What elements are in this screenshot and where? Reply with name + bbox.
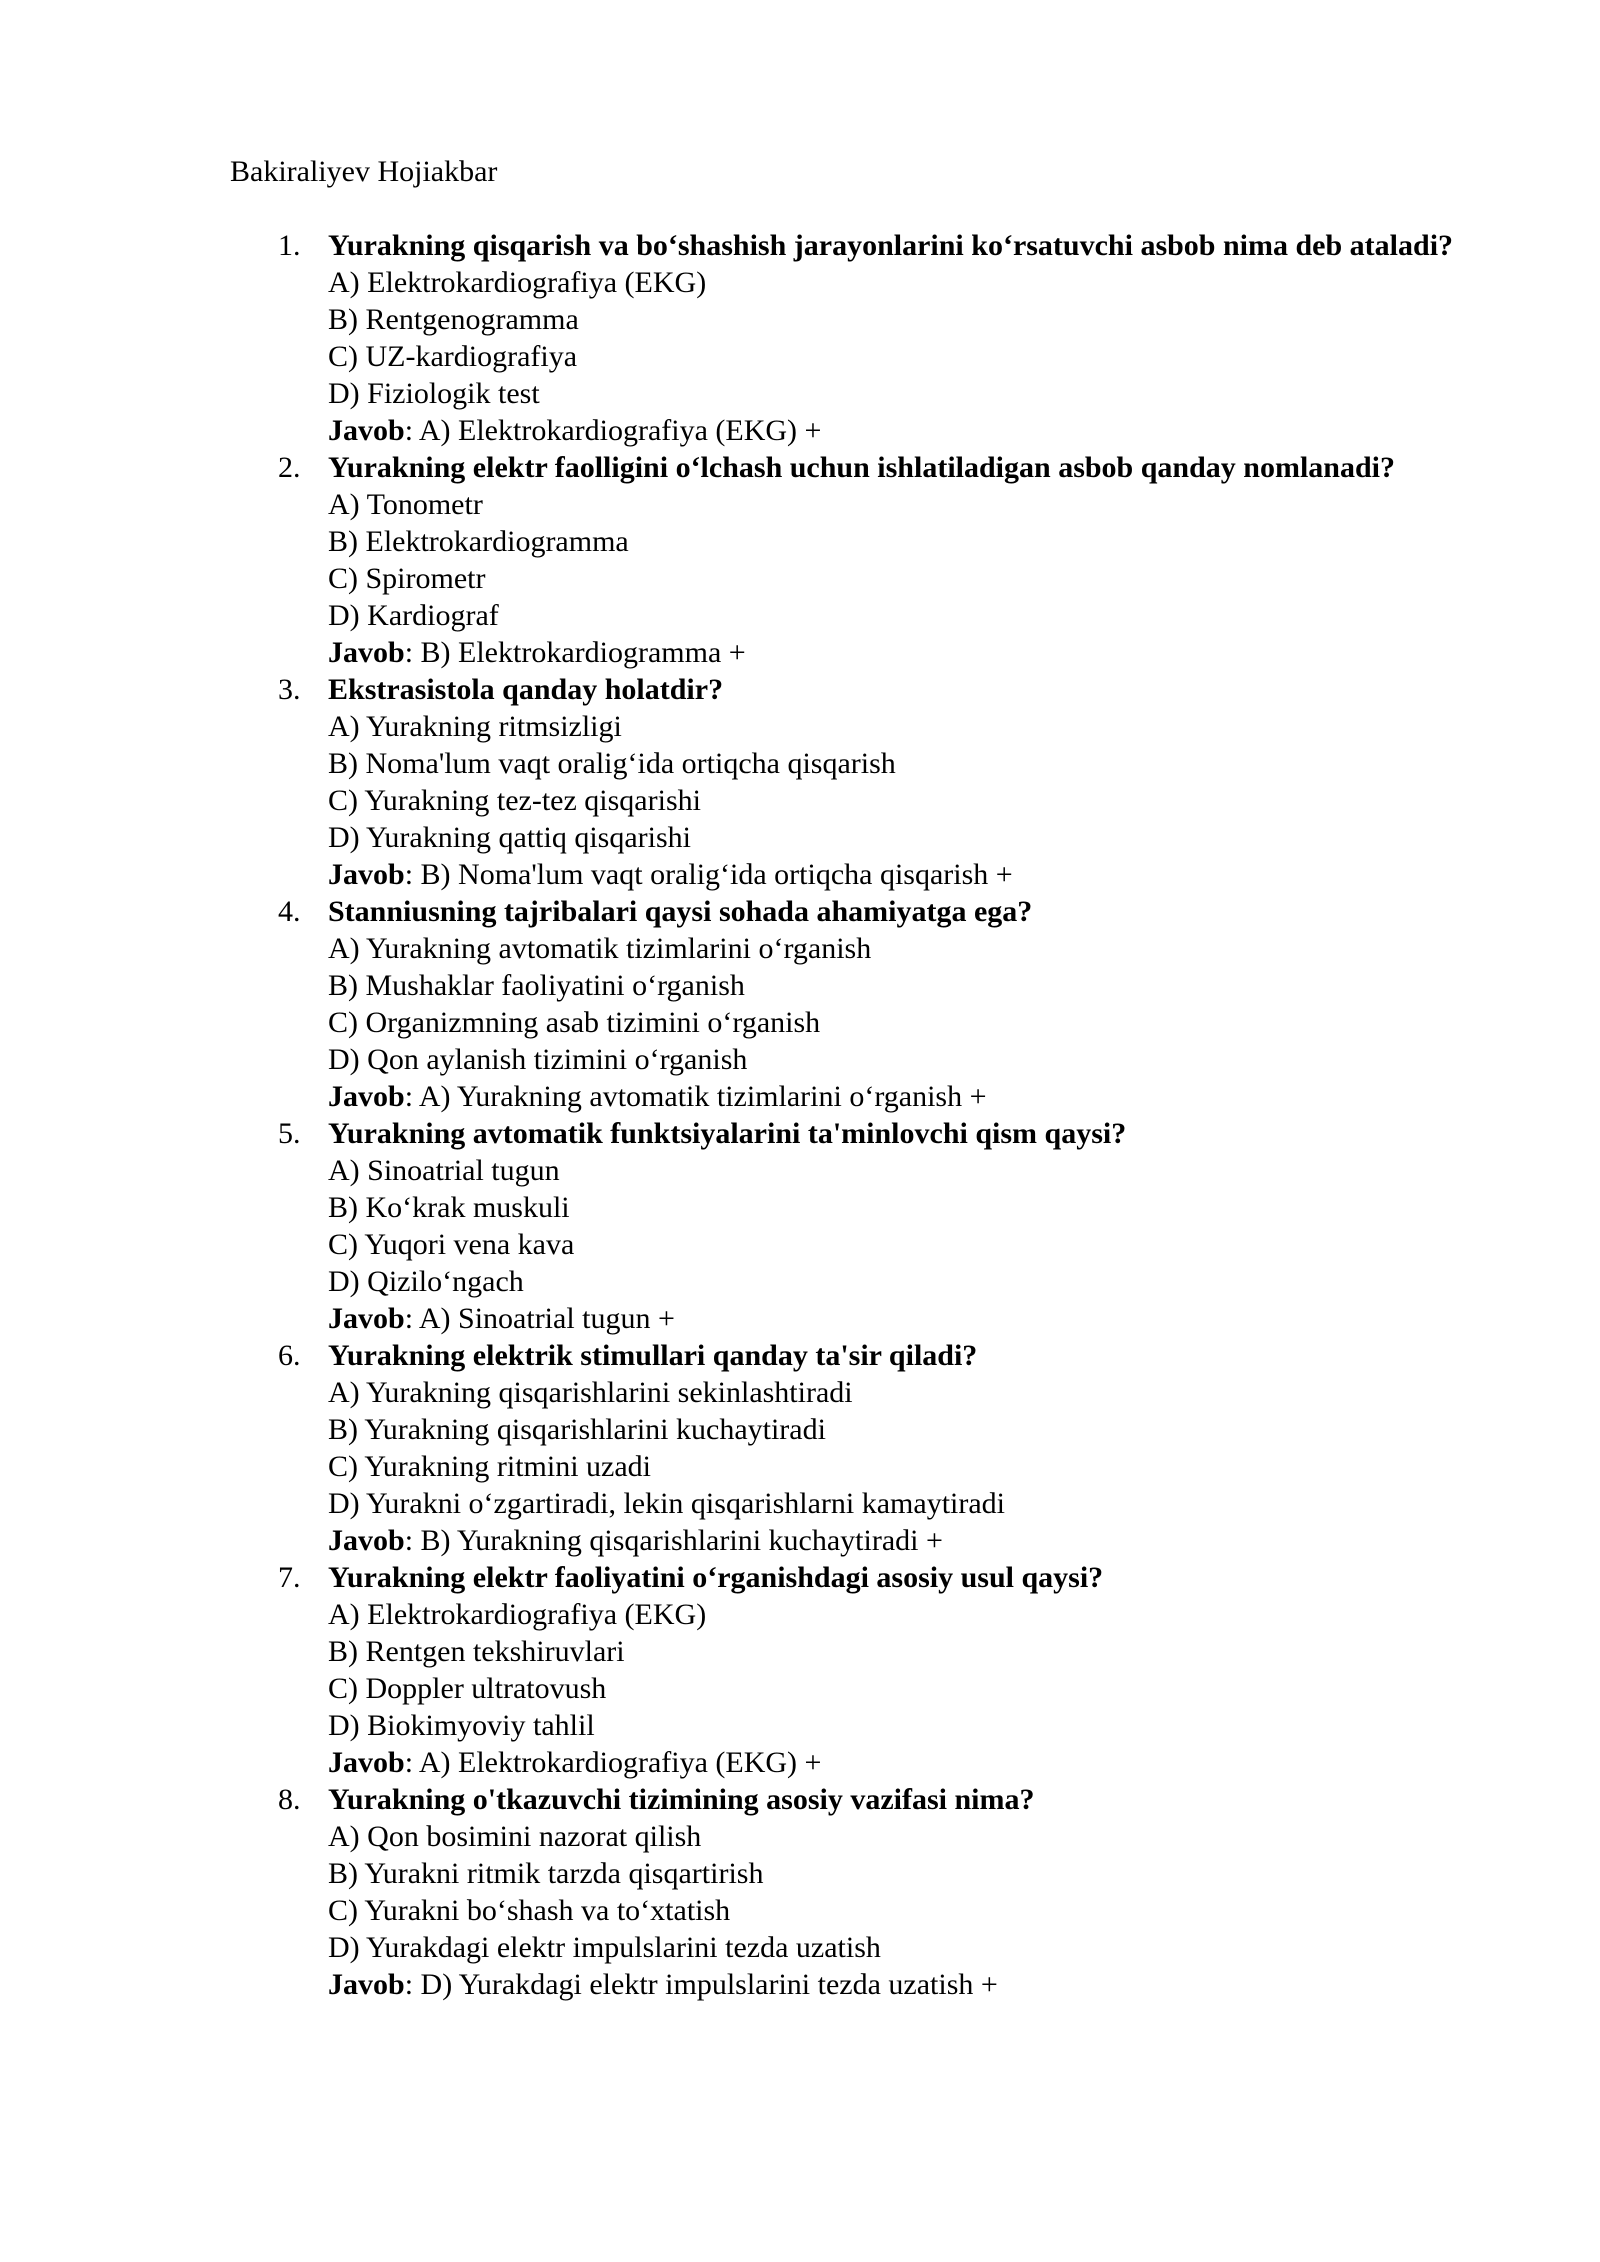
answer-option: D) Kardiograf — [328, 599, 499, 632]
answer-option: D) Yurakdagi elektr impulslarini tezda uzatish — [328, 1931, 881, 1964]
answer-option: B) Yurakni ritmik tarzda qisqartirish — [328, 1857, 764, 1890]
answer-option: A) Tonometr — [328, 488, 483, 521]
question-item — [230, 671, 1530, 893]
answer-option: C) Doppler ultratovush — [328, 1672, 607, 1705]
correct-answer — [328, 1522, 1530, 1559]
correct-answer — [328, 412, 1530, 449]
answer-value: : B) Noma'lum vaqt oralig‘ida ortiqcha qisqarish + — [404, 858, 1013, 891]
answer-value: : A) Sinoatrial tugun + — [404, 1302, 675, 1335]
question-number: 4. — [278, 895, 301, 928]
answer-option: D) Qon aylanish tizimini o‘rganish — [328, 1043, 748, 1076]
answer-option: C) Spirometr — [328, 562, 486, 595]
correct-answer — [328, 1300, 1530, 1337]
answer-label: Javob — [328, 1080, 405, 1113]
answer-option: A) Yurakning ritmsizligi — [328, 710, 622, 743]
question-text: Stanniusning tajribalari qaysi sohada ahamiyatga ega? — [328, 895, 1033, 928]
answer-label: Javob — [328, 1302, 405, 1335]
answer-option: A) Yurakning avtomatik tizimlarini o‘rganish — [328, 932, 872, 965]
answer-option: C) Yurakning ritmini uzadi — [328, 1450, 651, 1483]
answer-option: B) Ko‘krak muskuli — [328, 1191, 570, 1224]
answer-option: D) Qizilo‘ngach — [328, 1265, 524, 1298]
question-item — [230, 449, 1530, 671]
correct-answer — [328, 1966, 1530, 2003]
answer-option: B) Rentgenogramma — [328, 303, 579, 336]
answer-value: : A) Elektrokardiografiya (EKG) + — [404, 414, 822, 447]
answer-option: A) Sinoatrial tugun — [328, 1154, 560, 1187]
question-number: 2. — [278, 451, 301, 484]
answer-option: D) Fiziologik test — [328, 377, 540, 410]
question-number: 5. — [278, 1117, 301, 1150]
question-item — [230, 227, 1530, 449]
answer-option: D) Yurakni o‘zgartiradi, lekin qisqarishlarni kamaytiradi — [328, 1487, 1006, 1520]
correct-answer — [328, 856, 1530, 893]
correct-answer — [328, 634, 1530, 671]
question-item — [230, 1559, 1530, 1781]
question-item — [230, 1337, 1530, 1559]
answer-option: C) Yuqori vena kava — [328, 1228, 575, 1261]
answer-option: C) Yurakni bo‘shash va to‘xtatish — [328, 1894, 731, 1927]
answer-label: Javob — [328, 1746, 405, 1779]
correct-answer — [328, 1744, 1530, 1781]
question-text: Yurakning qisqarish va bo‘shashish jarayonlarini ko‘rsatuvchi asbob nima deb ataladi? — [328, 229, 1454, 262]
answer-option: A) Qon bosimini nazorat qilish — [328, 1820, 702, 1853]
answer-label: Javob — [328, 1524, 405, 1557]
question-number: 3. — [278, 673, 301, 706]
question-text: Yurakning o'tkazuvchi tizimining asosiy vazifasi nima? — [328, 1783, 1035, 1816]
answer-option: D) Biokimyoviy tahlil — [328, 1709, 595, 1742]
answer-option: C) Yurakning tez-tez qisqarishi — [328, 784, 701, 817]
question-text: Ekstrasistola qanday holatdir? — [328, 673, 724, 706]
question-text: Yurakning elektr faoliyatini o‘rganishdagi asosiy usul qaysi? — [328, 1561, 1104, 1594]
answer-option: B) Elektrokardiogramma — [328, 525, 629, 558]
document-page — [230, 153, 1530, 2003]
question-item — [230, 893, 1530, 1115]
answer-option: C) UZ-kardiografiya — [328, 340, 578, 373]
question-list — [230, 227, 1530, 2003]
answer-option: A) Elektrokardiografiya (EKG) — [328, 266, 707, 299]
answer-value: : B) Yurakning qisqarishlarini kuchaytiradi + — [404, 1524, 943, 1557]
answer-label: Javob — [328, 1968, 405, 2001]
question-number: 1. — [278, 229, 301, 262]
answer-option: D) Yurakning qattiq qisqarishi — [328, 821, 692, 854]
answer-option: A) Yurakning qisqarishlarini sekinlashtiradi — [328, 1376, 853, 1409]
answer-option: A) Elektrokardiografiya (EKG) — [328, 1598, 707, 1631]
author-name: Bakiraliyev Hojiakbar — [230, 155, 498, 188]
answer-option: C) Organizmning asab tizimini o‘rganish — [328, 1006, 821, 1039]
question-text: Yurakning elektrik stimullari qanday ta'sir qiladi? — [328, 1339, 978, 1372]
answer-label: Javob — [328, 858, 405, 891]
question-item — [230, 1781, 1530, 2003]
answer-label: Javob — [328, 414, 405, 447]
answer-value: : B) Elektrokardiogramma + — [404, 636, 746, 669]
answer-option: B) Yurakning qisqarishlarini kuchaytiradi — [328, 1413, 826, 1446]
answer-option: B) Mushaklar faoliyatini o‘rganish — [328, 969, 745, 1002]
answer-label: Javob — [328, 636, 405, 669]
answer-value: : A) Yurakning avtomatik tizimlarini o‘rganish + — [404, 1080, 987, 1113]
question-item — [230, 1115, 1530, 1337]
correct-answer — [328, 1078, 1530, 1115]
answer-option: B) Rentgen tekshiruvlari — [328, 1635, 625, 1668]
answer-value: : A) Elektrokardiografiya (EKG) + — [404, 1746, 822, 1779]
question-number: 7. — [278, 1561, 301, 1594]
question-text: Yurakning elektr faolligini o‘lchash uchun ishlatiladigan asbob qanday nomlanadi? — [328, 451, 1396, 484]
answer-value: : D) Yurakdagi elektr impulslarini tezda uzatish + — [404, 1968, 998, 2001]
question-text: Yurakning avtomatik funktsiyalarini ta'minlovchi qism qaysi? — [328, 1117, 1127, 1150]
answer-option: B) Noma'lum vaqt oralig‘ida ortiqcha qisqarish — [328, 747, 896, 780]
question-number: 6. — [278, 1339, 301, 1372]
question-number: 8. — [278, 1783, 301, 1816]
